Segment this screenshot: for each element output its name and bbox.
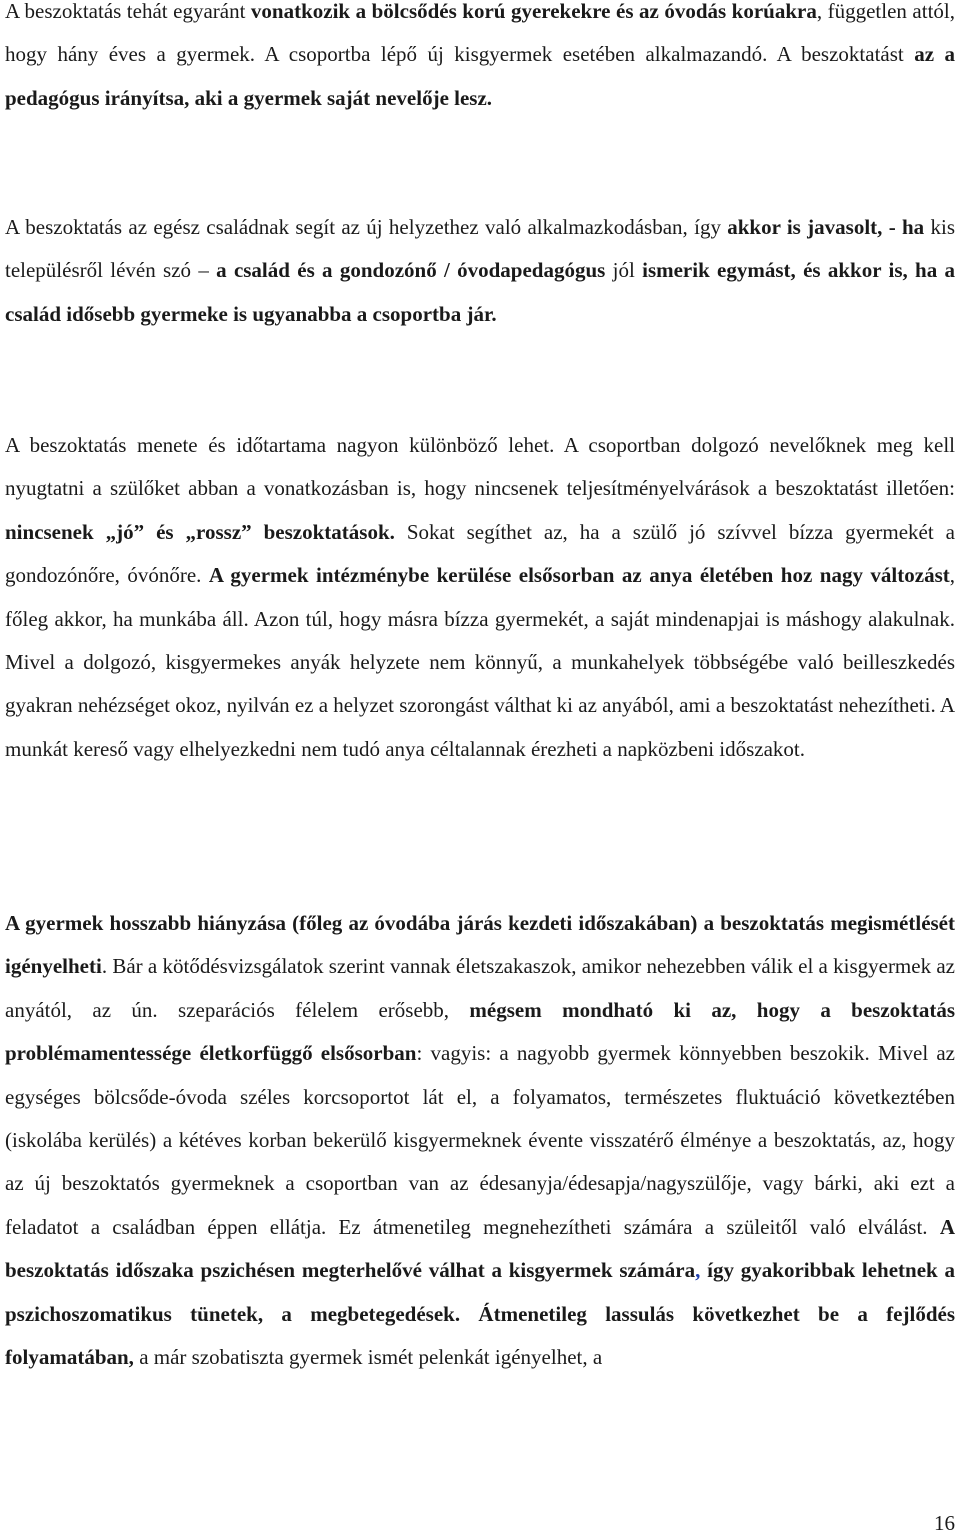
bold-text-segment: A gyermek hosszabb hiányzása (főleg az óvodába járás kezdeti időszakában) a beszoktatás megismétlését igényelheti	[5, 911, 955, 979]
text-segment: a már szobatiszta gyermek ismét pelenkát igényelhet, a	[133, 1345, 603, 1370]
text-segment: A beszoktatás az egész családnak segít az új helyzethez való alkalmazkodásban, így	[5, 215, 728, 239]
bold-text-segment: a család és a gondozónő / óvodapedagógus	[216, 258, 606, 283]
text-segment: , főleg akkor, ha munkába áll. Azon túl, hogy másra bízza gyermekét, a saját mindenapjai is máshogy alakulnak. Mivel a dolgozó, kisgyermekes anyák helyzete nem könnyű, a munkahelyek többségébe való beilleszkedés gyakran nehézséget okoz, nyilván ez a helyzet szorongást válthat ki az anyából, ami a beszoktatást nehezítheti. A munkát kereső vagy elhelyezkedni nem tudó anya céltalannak érezheti a napközbeni időszakot.	[5, 563, 955, 761]
bold-text-segment: ismerik egymást, és akkor is, ha a család idősebb gyermeke is ugyanabba a csoportba jár.	[5, 258, 956, 326]
text-segment: Sokat segíthet az, ha a szülő jó szívvel bízza gyermekét a gondozónőre, óvónőre.	[5, 519, 955, 588]
paragraph-2	[5, 206, 955, 336]
text-segment: A beszoktatás menete és időtartama nagyon különböző lehet. A csoportban dolgozó nevelőknek meg kell nyugtatni a szülőket abban a vonatkozásban is, hogy nincsenek teljesítményelvárások a beszoktatást illetően:	[5, 433, 955, 501]
bold-text-segment: A gyermek intézménybe kerülése elsősorban az anya életében hoz nagy változást	[208, 563, 950, 588]
text-segment: jól	[605, 258, 643, 283]
paragraph-3	[5, 424, 955, 771]
bold-text-segment: így gyakoribbak lehetnek a pszichoszomatikus tünetek, a megbetegedések. Átmenetileg lassulás következhet be a fejlődés folyamatában,	[5, 1258, 955, 1370]
text-segment: kis településről lévén szó –	[5, 215, 955, 283]
page-number: 16	[934, 1511, 955, 1535]
bold-text-segment: mégsem mondható ki az, hogy a beszoktatás problémamentessége életkorfüggő elsősorban	[5, 997, 956, 1066]
bold-text-segment: akkor is javasolt, - ha	[727, 215, 925, 239]
text-segment: A beszoktatás tehát egyaránt	[5, 0, 251, 23]
bold-text-segment: vonatkozik a bölcsődés korú gyerekekre és az óvodás korúakra	[250, 0, 817, 23]
bold-text-segment: az a pedagógus irányítsa, aki a gyermek saját nevelője lesz.	[5, 42, 955, 110]
paragraph-1	[5, 0, 955, 120]
paragraph-4	[5, 902, 955, 1379]
bold-text-segment: ,	[695, 1258, 701, 1283]
text-segment: : vagyis: a nagyobb gyermek könnyebben beszokik. Mivel az egységes bölcsőde-óvoda széles korcsoportot lát el, a folyamatos, természetes fluktuáció következtében (iskolába kerülés) a kétéves korban bekerülő kisgyermeknek évente visszatérő élménye a beszoktatás, az, hogy az új beszoktatós gyermeknek a csoportban van az édesanyja/édesapja/nagyszülője, vagy bárki, aki ezt a feladatot a családban éppen ellátja. Ez átmenetileg megnehezítheti számára a szüleitől való elválást.	[5, 1041, 956, 1239]
bold-text-segment: nincsenek „jó” és „rossz” beszoktatások.	[5, 519, 395, 544]
bold-text-segment: A beszoktatás időszaka pszichésen megterhelővé válhat a kisgyermek számára	[5, 1214, 955, 1283]
text-segment: . Bár a kötődésvizsgálatok szerint vannak életszakaszok, amikor nehezebben válik el a kisgyermek az anyától, az ún. szeparációs félelem erősebb,	[5, 954, 955, 1022]
text-segment: , független attól, hogy hány éves a gyermek. A csoportba lépő új kisgyermek esetében alkalmazandó. A beszoktatást	[5, 0, 955, 67]
